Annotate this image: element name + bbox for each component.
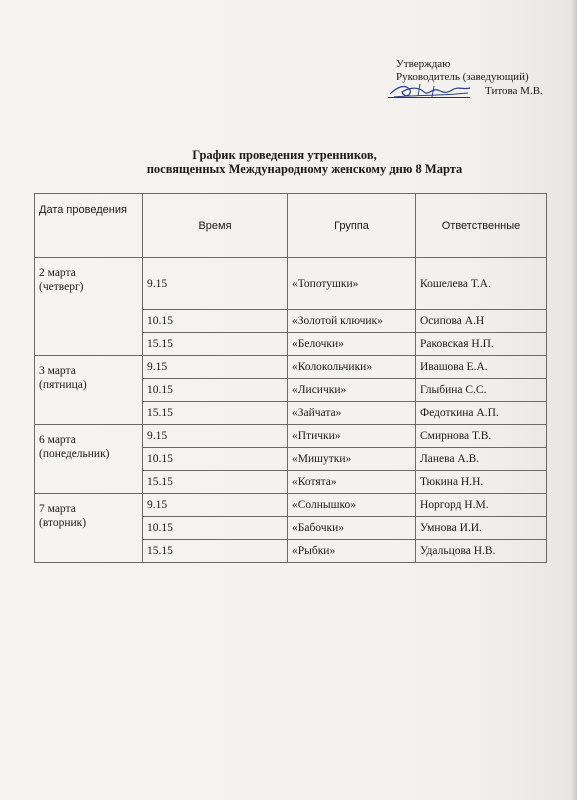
responsible-cell: Тюкина Н.Н.: [416, 471, 547, 494]
header-date: Дата проведения: [35, 194, 143, 258]
group-cell: «Топотушки»: [288, 258, 416, 310]
time-cell: 9.15: [143, 425, 288, 448]
time-cell: 9.15: [143, 258, 288, 310]
time-cell: 15.15: [143, 540, 288, 563]
approval-name: Титова М.В.: [485, 85, 543, 97]
time-cell: 15.15: [143, 471, 288, 494]
responsible-cell: Глыбина С.С.: [416, 379, 547, 402]
responsible-cell: Удальцова Н.В.: [416, 540, 547, 563]
responsible-cell: Ивашова Е.А.: [416, 356, 547, 379]
header-group: Группа: [288, 194, 416, 258]
responsible-cell: Федоткина А.П.: [416, 402, 547, 425]
responsible-cell: Кошелева Т.А.: [416, 258, 547, 310]
date-text: 3 марта: [39, 365, 76, 377]
table-row: [35, 356, 547, 379]
time-cell: 9.15: [143, 494, 288, 517]
document-title-line2: посвященных Международному женскому дню 8 Марта: [146, 162, 463, 176]
date-cell: [35, 258, 143, 356]
responsible-cell: Смирнова Т.В.: [416, 425, 547, 448]
group-cell: «Зайчата»: [288, 402, 416, 425]
schedule-table: [34, 193, 547, 563]
time-cell: 15.15: [143, 402, 288, 425]
table-row: [35, 494, 547, 517]
time-cell: 15.15: [143, 333, 288, 356]
handwritten-signature: [384, 80, 476, 102]
page-edge-shadow: [571, 0, 577, 800]
time-cell: 10.15: [143, 517, 288, 540]
approval-heading: Утверждаю: [396, 58, 451, 70]
group-cell: «Бабочки»: [288, 517, 416, 540]
weekday-text: (четверг): [39, 281, 84, 293]
time-cell: 10.15: [143, 448, 288, 471]
group-cell: «Золотой ключик»: [288, 310, 416, 333]
time-cell: 10.15: [143, 310, 288, 333]
weekday-text: (вторник): [39, 517, 87, 529]
time-cell: 10.15: [143, 379, 288, 402]
table-row: [35, 425, 547, 448]
date-cell: [35, 494, 143, 563]
date-text: 2 марта: [39, 267, 76, 279]
group-cell: «Солнышко»: [288, 494, 416, 517]
date-cell: [35, 356, 143, 425]
weekday-text: (пятница): [39, 379, 87, 391]
document-title-line1: График проведения утренников,: [192, 148, 377, 162]
date-text: 6 марта: [39, 434, 76, 446]
date-cell: [35, 425, 143, 494]
group-cell: «Белочки»: [288, 333, 416, 356]
group-cell: «Колокольчики»: [288, 356, 416, 379]
responsible-cell: Раковская Н.П.: [416, 333, 547, 356]
header-time: Время: [143, 194, 288, 258]
table-row: [35, 258, 547, 310]
date-text: 7 марта: [39, 503, 76, 515]
approval-position: Руководитель (заведующий): [396, 71, 529, 83]
header-responsible: Ответственные: [416, 194, 547, 258]
time-cell: 9.15: [143, 356, 288, 379]
group-cell: «Птички»: [288, 425, 416, 448]
table-header-row: [35, 194, 547, 258]
responsible-cell: Норгорд Н.М.: [416, 494, 547, 517]
weekday-text: (понедельник): [39, 448, 110, 460]
responsible-cell: Умнова И.И.: [416, 517, 547, 540]
responsible-cell: Осипова А.Н: [416, 310, 547, 333]
responsible-cell: Ланева А.В.: [416, 448, 547, 471]
group-cell: «Рыбки»: [288, 540, 416, 563]
group-cell: «Котята»: [288, 471, 416, 494]
group-cell: «Мишутки»: [288, 448, 416, 471]
group-cell: «Лисички»: [288, 379, 416, 402]
